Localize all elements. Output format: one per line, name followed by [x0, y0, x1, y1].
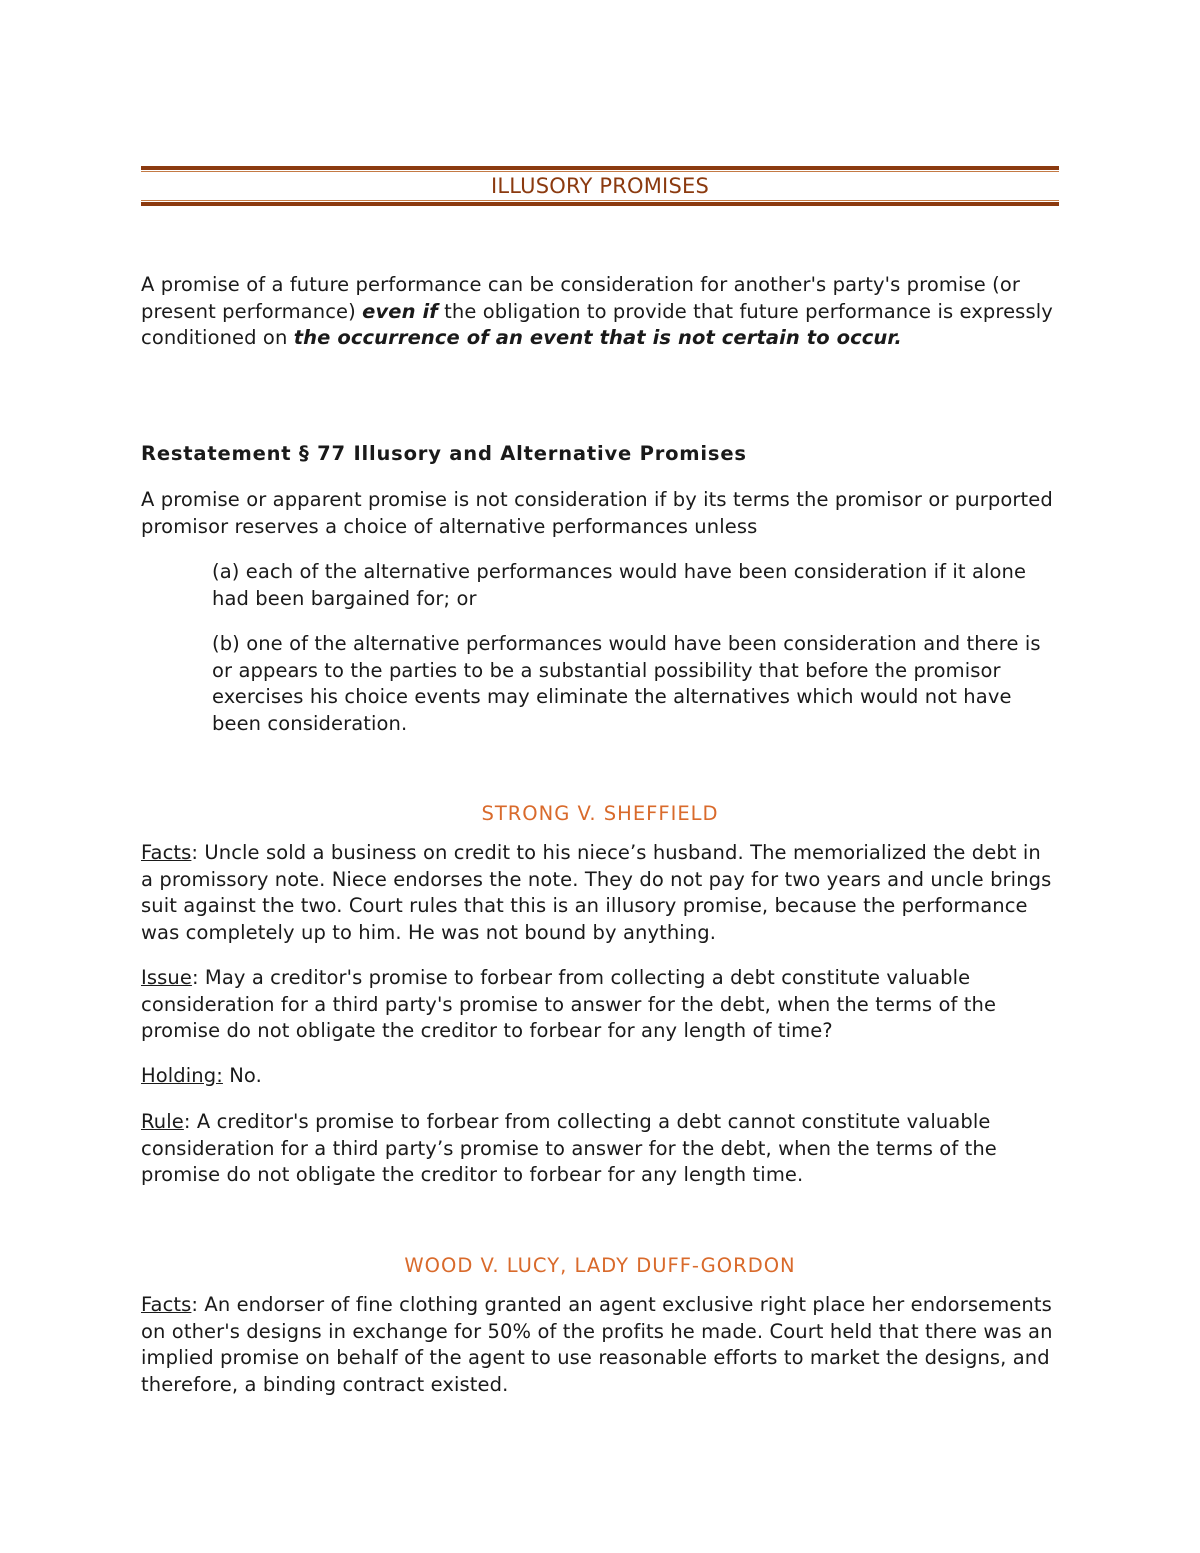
holding-label: Holding:: [141, 1064, 223, 1087]
restatement-body: A promise or apparent promise is not consideration if by its terms the promisor or purported promisor reserves a choice of alternative performances unless: [141, 488, 1053, 538]
intro-emphasis-event: the occurrence of an event that is not certain to occur.: [293, 326, 902, 349]
rule-text: : A creditor's promise to forbear from collecting a debt cannot constitute valuable consideration for a third party’s promise to answer for the debt, when the terms of the promise do not obligate the creditor to forbear for any length time.: [141, 1110, 997, 1186]
case-title-strong-v-sheffield: STRONG V. SHEFFIELD: [481, 802, 719, 825]
facts-text: : Uncle sold a business on credit to his niece’s husband. The memorialized the debt in a promissory note. Niece endorses the note. They do not pay for two years and uncle brings suit against the two. Court rules that this is an illusory promise, because the performance was completely up to him. He was not bound by anything.: [141, 841, 1052, 944]
restatement-item-b: (b) one of the alternative performances would have been consideration and there is or appears to the parties to be a substantial possibility that before the promisor exercises his choice events may eliminate the alternatives which would not have been consideration.: [212, 632, 1041, 735]
intro-text-1: A promise of a future performance can be consideration for another's party's promise (or present performance): [141, 273, 1020, 323]
case-title-wood-v-lucy: WOOD V. LUCY, LADY DUFF-GORDON: [404, 1254, 796, 1277]
issue-text: : May a creditor's promise to forbear from collecting a debt constitute valuable consideration for a third party's promise to answer for the debt, when the terms of the promise do not obligate the creditor to forbear for any length of time?: [141, 966, 997, 1042]
intro-text-2: the obligation to provide that future performance is expressly conditioned on: [141, 299, 1053, 349]
title-rule-bottom: [141, 200, 1059, 207]
case-2-facts: [141, 1292, 1059, 1398]
restatement-heading: Restatement § 77 Illusory and Alternative Promises: [141, 442, 747, 465]
title-rule-top: [141, 166, 1059, 173]
facts-text: : An endorser of fine clothing granted an agent exclusive right place her endorsements on other's designs in exchange for 50% of the profits he made. Court held that there was an implied promise on behalf of the agent to use reasonable efforts to market the designs, and therefore, a binding contract existed.: [141, 1293, 1053, 1396]
document-title: ILLUSORY PROMISES: [491, 174, 709, 198]
intro-emphasis-even-if: even if: [362, 299, 438, 323]
holding-text: No.: [222, 1064, 262, 1087]
case-1-issue: [141, 965, 1059, 1045]
facts-label: Facts: [141, 841, 192, 864]
case-1-facts: [141, 840, 1059, 946]
intro-paragraph: [141, 272, 1059, 352]
issue-label: Issue: [141, 966, 192, 989]
facts-label: Facts: [141, 1293, 192, 1316]
title-block: [141, 166, 1059, 210]
case-1-rule: [141, 1109, 1059, 1189]
rule-label: Rule: [141, 1110, 184, 1133]
case-1-holding: [141, 1063, 1059, 1090]
restatement-item-a: (a) each of the alternative performances would have been consideration if it alone had been bargained for; or: [212, 560, 1027, 610]
